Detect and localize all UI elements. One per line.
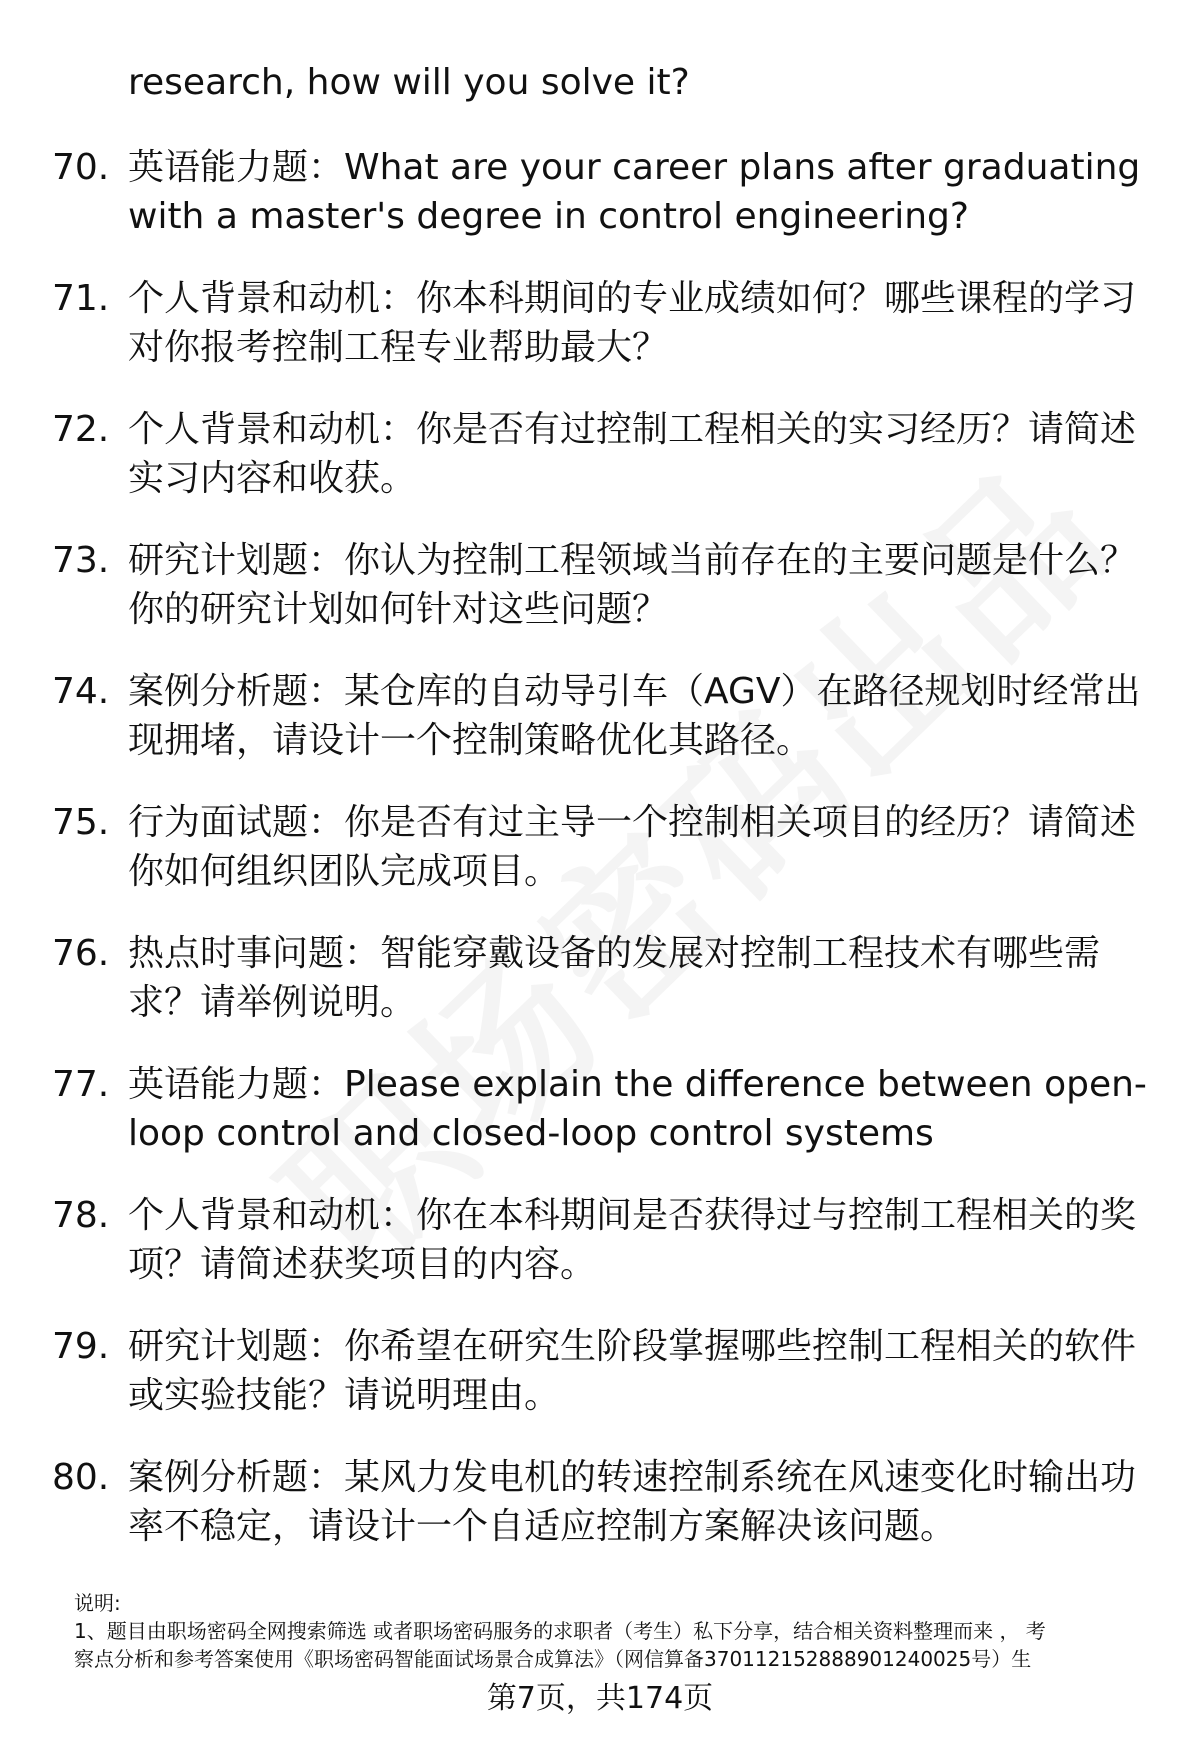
- question-item: [0, 405, 1200, 536]
- notes-heading: 说明:: [74, 1591, 121, 1615]
- question-line: 热点时事问题：智能穿戴设备的发展对控制工程技术有哪些需: [128, 933, 1101, 974]
- question-line: 英语能力题：Please explain the difference between open-: [128, 1064, 1147, 1105]
- question-number: 78.: [52, 1195, 110, 1236]
- question-list: [0, 143, 1200, 1584]
- question-item: [0, 798, 1200, 929]
- question-number: 80.: [52, 1457, 110, 1498]
- question-line: 实习内容和收获。: [128, 458, 417, 499]
- question-line: 个人背景和动机：你是否有过控制工程相关的实习经历？请简述: [128, 409, 1137, 450]
- question-text: [128, 929, 1148, 1027]
- question-item: [0, 1191, 1200, 1322]
- question-item: [0, 143, 1200, 274]
- question-number: 72.: [52, 409, 110, 450]
- question-line: 案例分析题：某风力发电机的转速控制系统在风速变化时输出功: [128, 1457, 1137, 1498]
- question-number: 73.: [52, 540, 110, 581]
- question-item: [0, 929, 1200, 1060]
- question-line: 案例分析题：某仓库的自动导引车（AGV）在路径规划时经常出: [128, 671, 1141, 712]
- question-text: [128, 1191, 1148, 1289]
- notes-line: 1、题目由职场密码全网搜索筛选 或者职场密码服务的求职者（考生）私下分享，结合相关资料整理而来 ， 考: [74, 1619, 1046, 1643]
- question-number: 79.: [52, 1326, 110, 1367]
- question-line: 个人背景和动机：你本科期间的专业成绩如何？哪些课程的学习: [128, 278, 1137, 319]
- question-number: 71.: [52, 278, 110, 319]
- question-line: with a master's degree in control engineering?: [128, 196, 969, 237]
- question-item: [0, 1060, 1200, 1191]
- question-item: [0, 536, 1200, 667]
- notes-section: [74, 1589, 1154, 1673]
- question-line: 研究计划题：你希望在研究生阶段掌握哪些控制工程相关的软件: [128, 1326, 1137, 1367]
- continuation-line: research, how will you solve it?: [128, 62, 690, 103]
- page-number: 第7页，共174页: [486, 1681, 714, 1716]
- question-item: [0, 1322, 1200, 1453]
- question-text: [128, 405, 1148, 503]
- question-text: [128, 143, 1148, 241]
- question-line: 对你报考控制工程专业帮助最大？: [128, 327, 669, 368]
- question-number: 70.: [52, 147, 110, 188]
- question-text: [128, 536, 1148, 634]
- question-line: 你的研究计划如何针对这些问题？: [128, 589, 669, 630]
- question-line: 或实验技能？请说明理由。: [128, 1375, 561, 1416]
- question-item: [0, 1453, 1200, 1584]
- question-line: 研究计划题：你认为控制工程领域当前存在的主要问题是什么？: [128, 540, 1137, 581]
- question-text: [128, 1453, 1148, 1551]
- question-number: 76.: [52, 933, 110, 974]
- question-line: 求？请举例说明。: [128, 982, 417, 1023]
- question-line: 个人背景和动机：你在本科期间是否获得过与控制工程相关的奖: [128, 1195, 1137, 1236]
- question-line: 率不稳定，请设计一个自适应控制方案解决该问题。: [128, 1506, 957, 1547]
- notes-line: 察点分析和参考答案使用《职场密码智能面试场景合成算法》（网信算备370112152888901240025号）生: [74, 1647, 1032, 1671]
- question-text: [128, 274, 1148, 372]
- question-line: 你如何组织团队完成项目。: [128, 851, 561, 892]
- question-text: [128, 1060, 1148, 1158]
- question-number: 75.: [52, 802, 110, 843]
- question-item: [0, 667, 1200, 798]
- question-line: 英语能力题：What are your career plans after graduating: [128, 147, 1141, 188]
- question-text: [128, 1322, 1148, 1420]
- question-line: loop control and closed-loop control systems: [128, 1113, 934, 1154]
- question-line: 项？请简述获奖项目的内容。: [128, 1244, 597, 1285]
- question-line: 现拥堵，请设计一个控制策略优化其路径。: [128, 720, 813, 761]
- question-text: [128, 798, 1148, 896]
- question-line: 行为面试题：你是否有过主导一个控制相关项目的经历？请简述: [128, 802, 1137, 843]
- question-number: 77.: [52, 1064, 110, 1105]
- question-item: [0, 274, 1200, 405]
- question-number: 74.: [52, 671, 110, 712]
- question-text: [128, 667, 1148, 765]
